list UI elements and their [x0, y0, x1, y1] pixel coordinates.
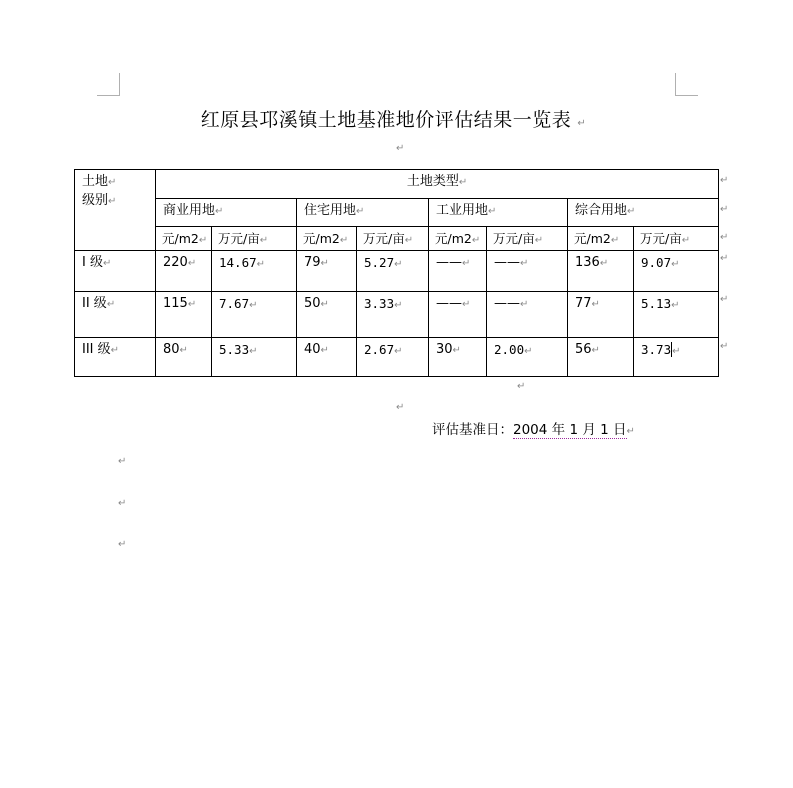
unit-label: 元/m2 — [574, 231, 611, 246]
paragraph-mark-icon: ↵ — [396, 402, 405, 413]
paragraph-mark-icon: ↵ — [320, 299, 329, 310]
paragraph-mark-icon: ↵ — [720, 232, 729, 243]
value-text: 80 — [163, 342, 180, 357]
paragraph-mark-icon: ↵ — [249, 300, 258, 311]
paragraph-mark-icon: ↵ — [462, 258, 471, 269]
unit-label: 元/m2 — [435, 231, 472, 246]
paragraph-mark-icon: ↵ — [215, 206, 224, 217]
paragraph-mark-icon: ↵ — [534, 235, 544, 246]
unit-label: 万元/亩 — [493, 231, 535, 246]
category-cell[interactable] — [156, 199, 297, 227]
value-cell[interactable] — [357, 251, 429, 292]
paragraph-mark-icon: ↵ — [102, 258, 112, 269]
category-cell[interactable] — [568, 199, 719, 227]
paragraph-mark-icon: ↵ — [320, 258, 329, 269]
paragraph-mark-icon: ↵ — [249, 346, 258, 357]
value-cell[interactable] — [429, 251, 487, 292]
paragraph-mark-icon: ↵ — [720, 341, 729, 352]
value-text: —— — [436, 296, 462, 311]
paragraph-mark-icon: ↵ — [198, 235, 208, 246]
paragraph-mark-icon: ↵ — [599, 258, 609, 269]
value-text: 5.33 — [219, 342, 250, 357]
valuation-date[interactable] — [432, 418, 635, 438]
value-text: 40 — [304, 342, 321, 357]
paragraph-mark-icon: ↵ — [720, 294, 729, 305]
unit-cell[interactable] — [487, 227, 568, 251]
paragraph-mark-icon: ↵ — [187, 258, 197, 269]
value-cell[interactable] — [212, 251, 297, 292]
category-label: 商业用地 — [163, 203, 216, 218]
paragraph-mark-icon: ↵ — [591, 299, 600, 310]
land-price-table[interactable] — [74, 169, 719, 377]
value-cell[interactable] — [634, 292, 719, 338]
paragraph-mark-icon: ↵ — [458, 177, 468, 188]
value-cell[interactable] — [429, 338, 487, 377]
paragraph-mark-icon: ↵ — [320, 345, 329, 356]
paragraph-mark-icon: ↵ — [396, 143, 405, 154]
paragraph-mark-icon: ↵ — [672, 346, 681, 357]
value-text: 3.73 — [641, 342, 672, 357]
value-text: 14.67 — [219, 255, 257, 270]
unit-cell[interactable] — [634, 227, 719, 251]
value-cell[interactable] — [634, 251, 719, 292]
category-cell[interactable] — [429, 199, 568, 227]
paragraph-mark-icon: ↵ — [394, 259, 403, 270]
level-cell[interactable] — [75, 338, 156, 377]
value-cell[interactable] — [212, 292, 297, 338]
value-text: 136 — [575, 255, 600, 270]
paragraph-mark-icon: ↵ — [671, 300, 680, 311]
value-cell[interactable] — [429, 292, 487, 338]
unit-label: 万元/亩 — [218, 231, 260, 246]
value-text: 115 — [163, 296, 188, 311]
value-text: 5.13 — [641, 296, 672, 311]
paragraph-mark-icon: ↵ — [720, 175, 729, 186]
level-label: I 级 — [82, 255, 103, 270]
value-text: —— — [436, 255, 462, 270]
unit-label: 元/m2 — [303, 231, 340, 246]
value-text: —— — [494, 296, 520, 311]
paragraph-mark-icon: ↵ — [720, 253, 729, 264]
paragraph-mark-icon: ↵ — [720, 204, 729, 215]
paragraph-mark-icon: ↵ — [524, 346, 533, 357]
paragraph-mark-icon: ↵ — [394, 300, 403, 311]
level-label: II 级 — [82, 296, 107, 311]
unit-cell[interactable] — [297, 227, 357, 251]
crop-mark-top-right — [675, 73, 698, 96]
paragraph-mark-icon: ↵ — [187, 299, 197, 310]
paragraph-mark-icon: ↵ — [471, 235, 481, 246]
paragraph-mark-icon: ↵ — [591, 345, 600, 356]
value-text: 30 — [436, 342, 453, 357]
level-cell[interactable] — [75, 292, 156, 338]
value-text: 5.27 — [364, 255, 395, 270]
category-label: 住宅用地 — [304, 203, 357, 218]
value-cell[interactable] — [297, 338, 357, 377]
paragraph-mark-icon: ↵ — [118, 539, 127, 550]
paragraph-mark-icon: ↵ — [520, 258, 529, 269]
corner-header-line1: 土地 — [82, 174, 109, 189]
paragraph-mark-icon: ↵ — [671, 259, 680, 270]
group-header-cell[interactable] — [156, 170, 719, 199]
value-cell[interactable] — [634, 338, 719, 377]
document-title[interactable] — [0, 105, 793, 132]
value-cell[interactable] — [487, 338, 568, 377]
group-header: 土地类型 — [406, 174, 459, 189]
value-cell[interactable] — [156, 338, 212, 377]
value-cell[interactable] — [156, 251, 212, 292]
paragraph-mark-icon: ↵ — [118, 456, 127, 467]
value-cell[interactable] — [357, 338, 429, 377]
paragraph-mark-icon: ↵ — [577, 118, 587, 129]
value-cell[interactable] — [297, 292, 357, 338]
corner-header-line2: 级别 — [82, 193, 109, 208]
value-cell[interactable] — [568, 251, 634, 292]
paragraph-mark-icon: ↵ — [462, 299, 471, 310]
category-label: 综合用地 — [575, 203, 628, 218]
value-cell[interactable] — [212, 338, 297, 377]
paragraph-mark-icon: ↵ — [256, 259, 266, 270]
value-cell[interactable] — [297, 251, 357, 292]
paragraph-mark-icon: ↵ — [108, 196, 117, 207]
value-cell[interactable] — [568, 292, 634, 338]
paragraph-mark-icon: ↵ — [520, 299, 529, 310]
paragraph-mark-icon: ↵ — [610, 235, 620, 246]
value-text: 3.33 — [364, 296, 395, 311]
corner-header-cell[interactable] — [75, 170, 156, 251]
unit-cell[interactable] — [429, 227, 487, 251]
paragraph-mark-icon: ↵ — [394, 346, 403, 357]
paragraph-mark-icon: ↵ — [627, 206, 636, 217]
value-text: 56 — [575, 342, 592, 357]
paragraph-mark-icon: ↵ — [110, 345, 120, 356]
unit-cell[interactable] — [212, 227, 297, 251]
value-text: 50 — [304, 296, 321, 311]
level-label: III 级 — [82, 342, 111, 357]
category-cell[interactable] — [297, 199, 429, 227]
unit-cell[interactable] — [357, 227, 429, 251]
unit-label: 万元/亩 — [640, 231, 682, 246]
paragraph-mark-icon: ↵ — [517, 381, 526, 392]
value-cell[interactable] — [568, 338, 634, 377]
paragraph-mark-icon: ↵ — [179, 345, 188, 356]
value-text: 79 — [304, 255, 321, 270]
paragraph-mark-icon: ↵ — [339, 235, 349, 246]
value-cell[interactable] — [357, 292, 429, 338]
value-text: —— — [494, 255, 520, 270]
value-text: 7.67 — [219, 296, 250, 311]
paragraph-mark-icon: ↵ — [681, 235, 691, 246]
category-label: 工业用地 — [436, 203, 489, 218]
value-text: 220 — [163, 255, 188, 270]
value-cell[interactable] — [156, 292, 212, 338]
value-text: 2.67 — [364, 342, 395, 357]
title-text: 红原县邛溪镇土地基准地价评估结果一览表 — [200, 109, 572, 131]
unit-cell[interactable] — [568, 227, 634, 251]
paragraph-mark-icon: ↵ — [259, 235, 269, 246]
date-value: 2004 年 1 月 1 日 — [513, 422, 627, 438]
value-text: 77 — [575, 296, 592, 311]
paragraph-mark-icon: ↵ — [356, 206, 365, 217]
paragraph-mark-icon: ↵ — [404, 235, 414, 246]
paragraph-mark-icon: ↵ — [108, 177, 117, 188]
paragraph-mark-icon: ↵ — [626, 426, 635, 437]
unit-label: 元/m2 — [162, 231, 199, 246]
level-cell[interactable] — [75, 251, 156, 292]
value-cell[interactable] — [487, 292, 568, 338]
value-text: 2.00 — [494, 342, 525, 357]
paragraph-mark-icon: ↵ — [452, 345, 461, 356]
value-text: 9.07 — [641, 255, 672, 270]
paragraph-mark-icon: ↵ — [488, 206, 497, 217]
unit-cell[interactable] — [156, 227, 212, 251]
crop-mark-top-left — [97, 73, 120, 96]
value-cell[interactable] — [487, 251, 568, 292]
unit-label: 万元/亩 — [363, 231, 405, 246]
date-label: 评估基准日： — [432, 422, 513, 438]
paragraph-mark-icon: ↵ — [106, 299, 116, 310]
paragraph-mark-icon: ↵ — [118, 498, 127, 509]
